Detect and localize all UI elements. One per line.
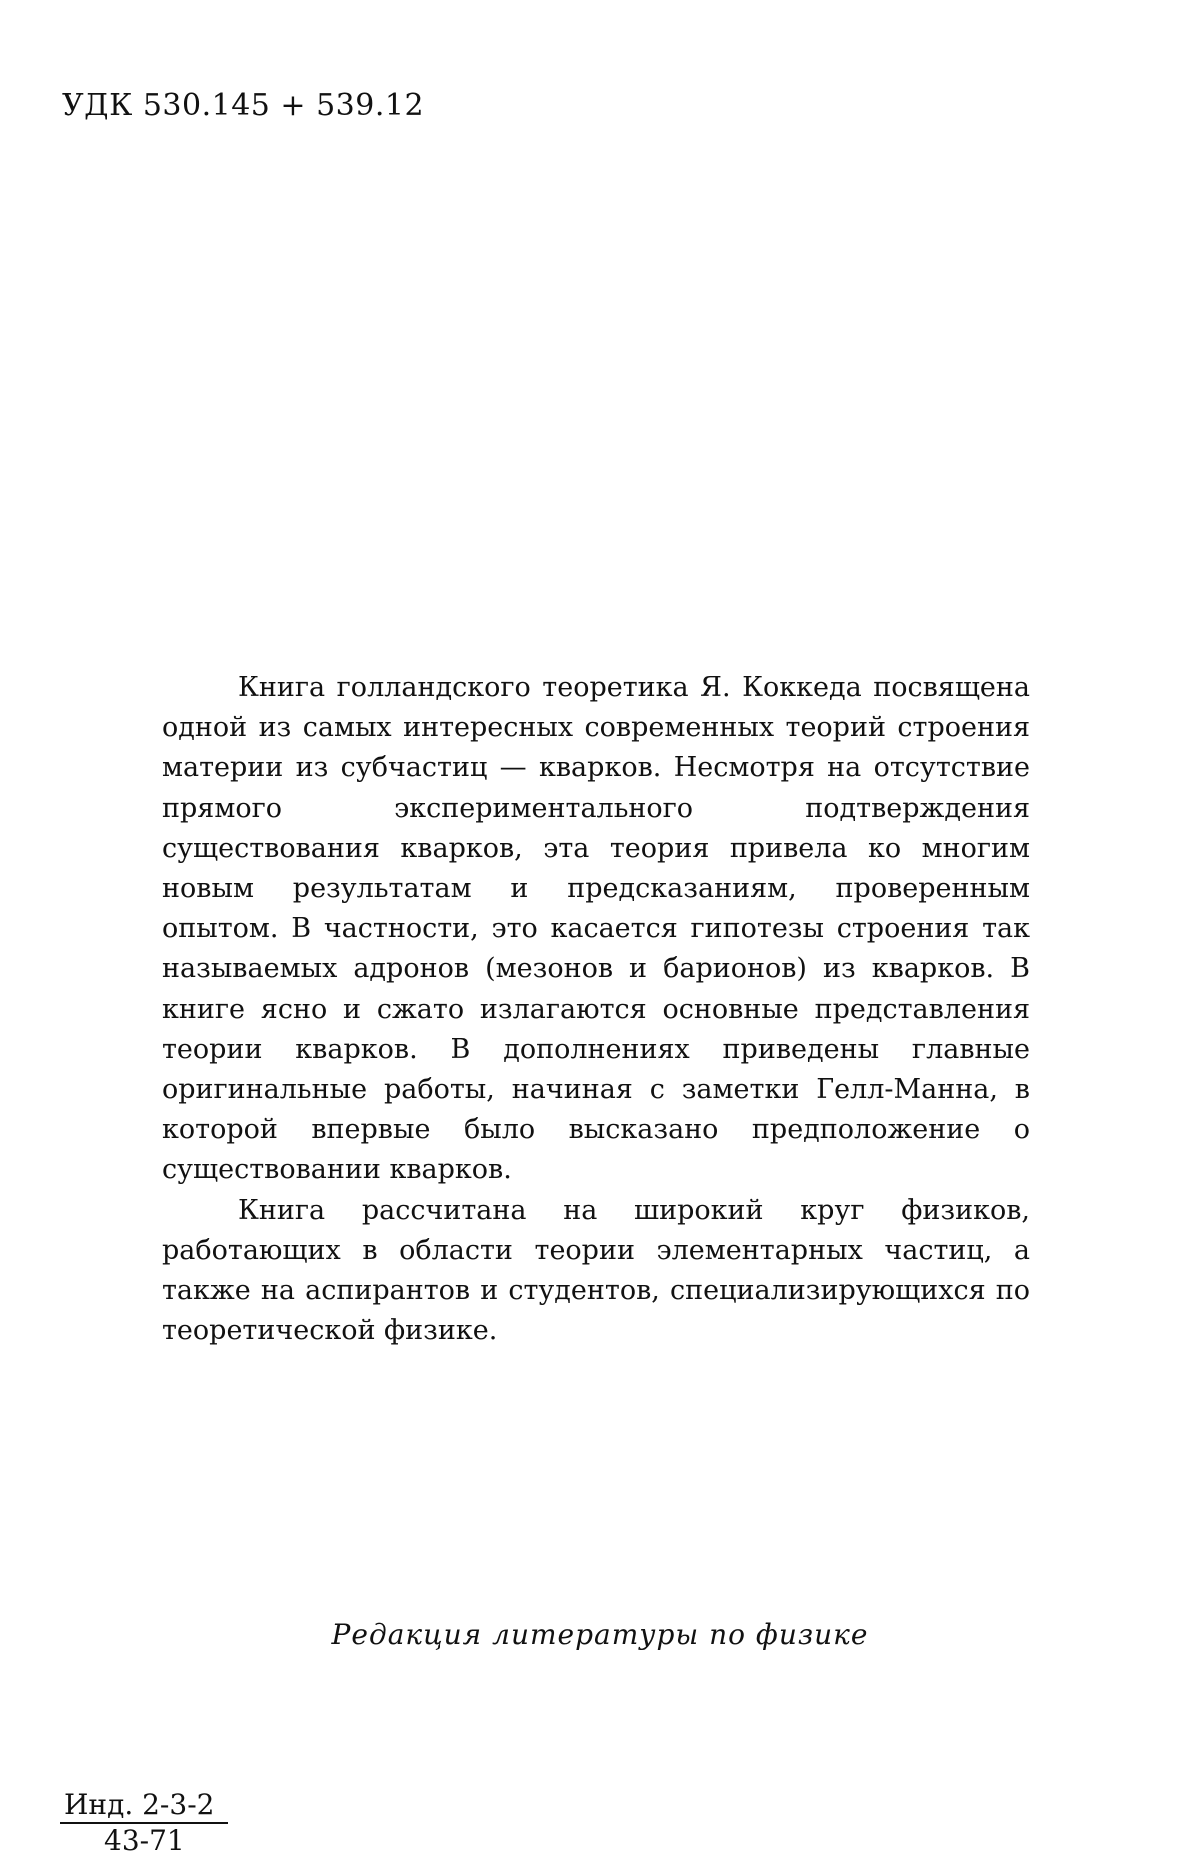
editorial-office: Редакция литературы по физике xyxy=(331,1618,869,1651)
udk-classification: УДК 530.145 + 539.12 xyxy=(62,88,425,123)
publication-index xyxy=(60,1788,230,1858)
index-code: Инд. 2-3-2 xyxy=(64,1788,215,1821)
index-number: 43-71 xyxy=(104,1824,185,1857)
abstract-paragraph-1: Книга голландского теоретика Я. Коккеда посвящена одной из самых интересных современных теорий строения материи из субчастиц — кварков. Несмотря на отсутствие прямого экспериментального подтверждения существования кварков, эта теория привела ко многим новым результатам и предсказаниям, проверенным опытом. В частности, это касается гипотезы строения так называемых адронов (мезонов и барионов) из кварков. В книге ясно и сжато излагаются основные представления теории кварков. В дополнениях приведены главные оригинальные работы, начиная с заметки Гелл-Манна, в которой впервые было высказано предположение о существовании кварков. xyxy=(162,672,1030,1186)
abstract-paragraph-2: Книга рассчитана на широкий круг физиков, работающих в области теории элементарных частиц, а также на аспирантов и студентов, специализирующихся по теоретической физике. xyxy=(162,1194,1030,1347)
book-abstract xyxy=(162,668,1030,1351)
